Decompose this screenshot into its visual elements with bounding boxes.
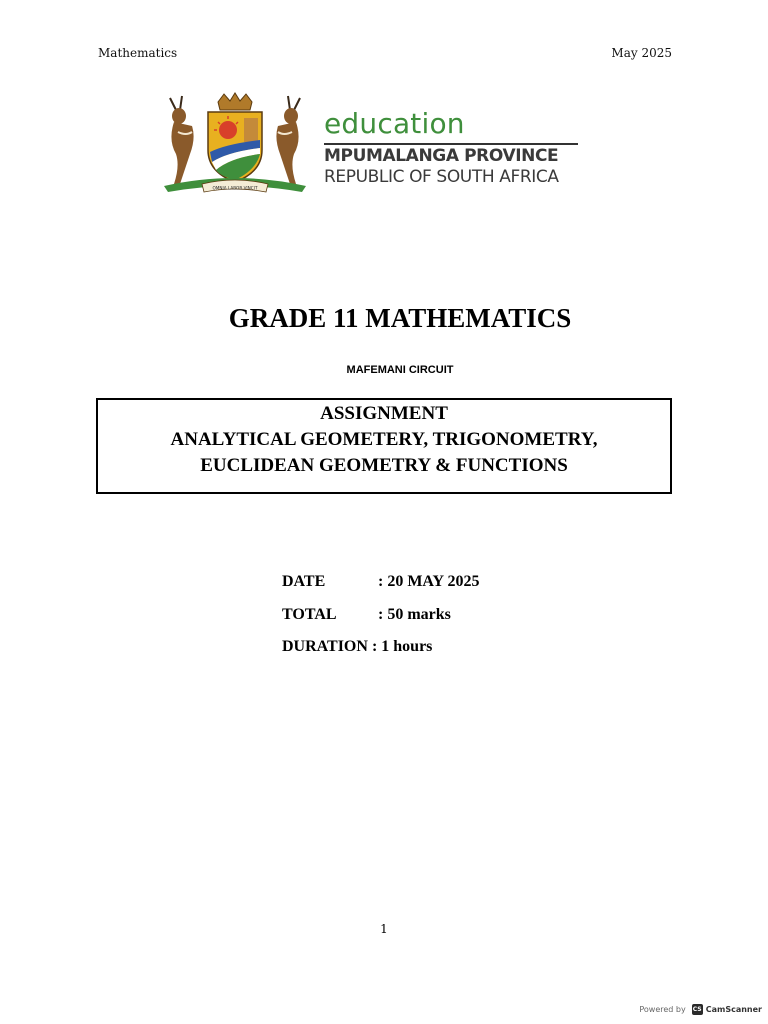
info-value-duration: : 1 hours [371,638,433,656]
assignment-box [96,398,672,494]
info-row-total [282,599,479,632]
document-title: GRADE 11 MATHEMATICS [228,303,572,333]
camscanner-logo-icon: CS [692,1006,702,1013]
powered-by-label: Powered by [639,1005,686,1014]
logo-province: MPUMALANGA PROVINCE [324,146,559,166]
crest-motto: OMNIA LABOR VINCIT [212,185,258,191]
left-antelope-icon [170,96,194,184]
info-value-total: : 50 marks [378,605,451,623]
assignment-info [282,566,479,664]
coat-of-arms-icon [156,92,314,200]
right-antelope-icon [276,96,300,184]
info-label-date: DATE [282,573,326,591]
assignment-topics-line-1: ANALYTICAL GEOMETERY, TRIGONOMETRY, [170,429,598,450]
info-label-duration: DURATION [282,638,368,656]
assignment-heading: ASSIGNMENT [320,403,448,424]
logo-department: education [324,107,465,140]
header-date: May 2025 [611,46,672,60]
logo-divider [324,143,578,145]
logo-country: REPUBLIC OF SOUTH AFRICA [324,167,559,187]
header-subject: Mathematics [98,46,178,60]
info-row-date [282,566,479,599]
assignment-topics-line-2: EUCLIDEAN GEOMETRY & FUNCTIONS [200,455,568,476]
info-value-date: : 20 MAY 2025 [378,573,480,591]
circuit-name: MAFEMANI CIRCUIT [346,364,454,376]
page-number: 1 [380,922,388,936]
camscanner-watermark [639,1004,762,1015]
info-label-total: TOTAL [282,605,337,623]
info-row-duration [282,631,479,664]
camscanner-name: CamScanner [705,1005,762,1014]
